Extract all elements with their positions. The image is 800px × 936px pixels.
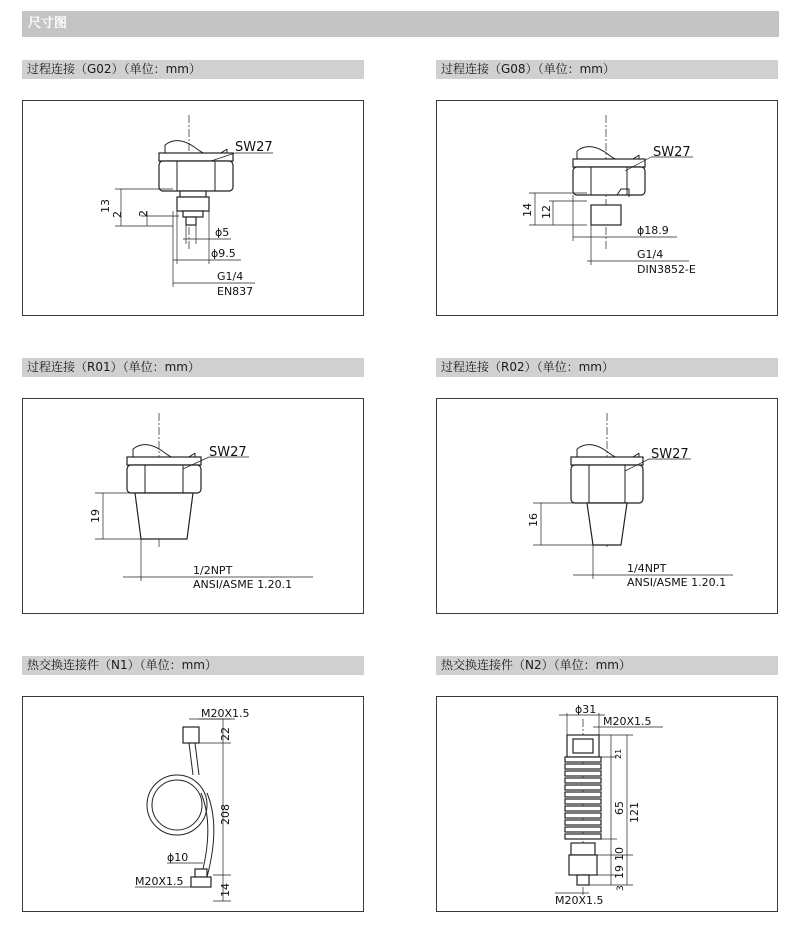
dim-n1-14: 14	[219, 883, 232, 897]
label-g02-dia95: ϕ9.5	[211, 247, 236, 260]
label-r01-standard: ANSI/ASME 1.20.1	[193, 578, 293, 591]
section-title-n2: 热交换连接件（N2）（单位：mm）	[436, 656, 778, 675]
label-r01-thread: 1/2NPT	[193, 564, 233, 577]
dim-g08-14: 14	[521, 203, 534, 217]
drawing-n1	[23, 697, 363, 911]
label-n2-top-thread: M20X1.5	[603, 715, 652, 728]
drawing-panel-g08	[436, 100, 778, 316]
drawing-panel-r02	[436, 398, 778, 614]
drawing-g08	[437, 101, 777, 315]
label-g08-sw27: SW27	[653, 145, 691, 160]
section-title-r02: 过程连接（R02）（单位：mm）	[436, 358, 778, 377]
label-r02-thread: 1/4NPT	[627, 562, 667, 575]
label-g08-standard: DIN3852-E	[637, 263, 696, 276]
label-g02-sw27: SW27	[235, 140, 273, 155]
label-r01-sw27: SW27	[209, 445, 247, 460]
label-n1-dia10: ϕ10	[167, 851, 189, 864]
section-title-g08: 过程连接（G08）（单位：mm）	[436, 60, 778, 79]
label-n2-bottom-thread: M20X1.5	[555, 894, 604, 907]
dim-g02-2a: 2	[111, 211, 124, 218]
dim-n2-65: 65	[613, 801, 626, 815]
dim-r02-16: 16	[527, 513, 540, 527]
drawing-panel-r01	[22, 398, 364, 614]
dim-g08-12: 12	[540, 205, 553, 219]
dim-g02-2b: 2	[137, 210, 150, 217]
section-title-n1: 热交换连接件（N1）（单位：mm）	[22, 656, 364, 675]
label-g02-standard: EN837	[217, 285, 254, 298]
drawing-r01	[23, 399, 363, 613]
label-r02-standard: ANSI/ASME 1.20.1	[627, 576, 727, 589]
drawing-r02	[437, 399, 777, 613]
dim-g02-13: 13	[99, 199, 112, 213]
dim-n2-19: 19	[613, 865, 626, 879]
label-g02-dia5: ϕ5	[215, 226, 230, 239]
dim-n2-10: 10	[613, 847, 626, 861]
section-title-g02: 过程连接（G02）（单位：mm）	[22, 60, 364, 79]
drawing-n2	[437, 697, 777, 911]
dim-n1-22: 22	[219, 727, 232, 741]
dim-n1-208: 208	[219, 804, 232, 825]
label-g08-thread: G1/4	[637, 248, 664, 261]
label-n2-dia31: ϕ31	[575, 703, 597, 716]
label-n1-bottom-thread: M20X1.5	[135, 875, 184, 888]
drawing-panel-n2	[436, 696, 778, 912]
dim-n2-121: 121	[628, 802, 641, 823]
drawing-g02	[23, 101, 363, 315]
dim-n2-21: 21	[614, 748, 623, 759]
dim-r01-19: 19	[89, 509, 102, 523]
page-title: 尺寸图	[22, 11, 779, 37]
label-r02-sw27: SW27	[651, 447, 689, 462]
label-g08-dia189: ϕ18.9	[637, 224, 669, 237]
dim-n2-3: 3	[616, 885, 626, 891]
bellows-fins	[565, 757, 601, 839]
drawing-panel-n1	[22, 696, 364, 912]
section-title-r01: 过程连接（R01）（单位：mm）	[22, 358, 364, 377]
label-n1-top-thread: M20X1.5	[201, 707, 250, 720]
drawing-panel-g02	[22, 100, 364, 316]
label-g02-thread: G1/4	[217, 270, 244, 283]
